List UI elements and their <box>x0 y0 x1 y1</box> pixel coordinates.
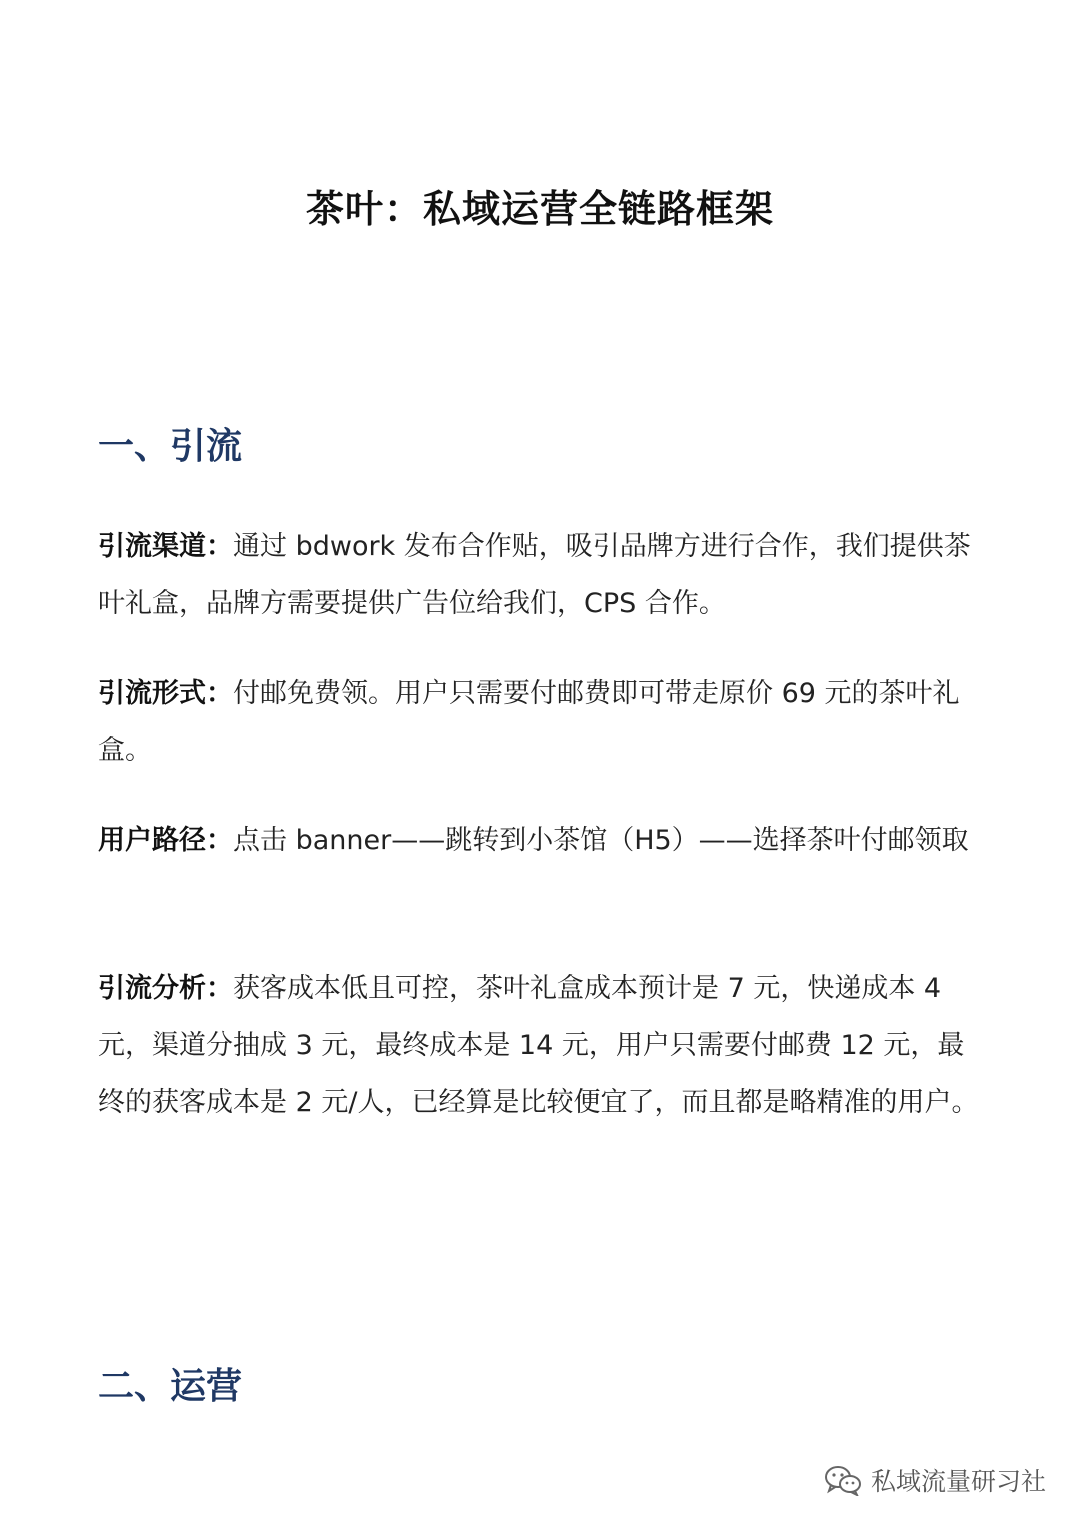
paragraph-label: 引流分析： <box>98 973 233 1004</box>
paragraph-traffic-analysis <box>98 960 988 1131</box>
paragraph-user-path <box>98 812 988 869</box>
paragraph-traffic-form <box>98 665 988 779</box>
paragraph-text: 通过 bdwork 发布合作贴，吸引品牌方进行合作，我们提供茶叶礼盒，品牌方需要提供广告位给我们，CPS 合作。 <box>98 531 971 619</box>
paragraph-label: 引流渠道： <box>98 531 233 562</box>
section-heading-operation: 二、运营 <box>98 1366 243 1407</box>
wechat-icon <box>823 1464 863 1496</box>
watermark-text: 私域流量研习社 <box>870 1467 1046 1496</box>
page-title: 茶叶：私域运营全链路框架 <box>305 187 774 231</box>
section-heading-traffic: 一、引流 <box>98 426 243 467</box>
paragraph-label: 引流形式： <box>98 678 233 709</box>
paragraph-traffic-channel <box>98 518 988 632</box>
paragraph-label: 用户路径： <box>98 825 233 856</box>
paragraph-text: 获客成本低且可控，茶叶礼盒成本预计是 7 元，快递成本 4 元，渠道分抽成 3 元，最终成本是 14 元，用户只需要付邮费 12 元，最终的获客成本是 2 元/人，已经算是比较便宜了，而且都是略精准的用户。 <box>98 973 979 1118</box>
paragraph-text: 付邮免费领。用户只需要付邮费即可带走原价 69 元的茶叶礼盒。 <box>98 678 960 766</box>
paragraph-text: 点击 banner——跳转到小茶馆（H5）——选择茶叶付邮领取 <box>233 825 969 856</box>
watermark <box>823 1460 1046 1500</box>
